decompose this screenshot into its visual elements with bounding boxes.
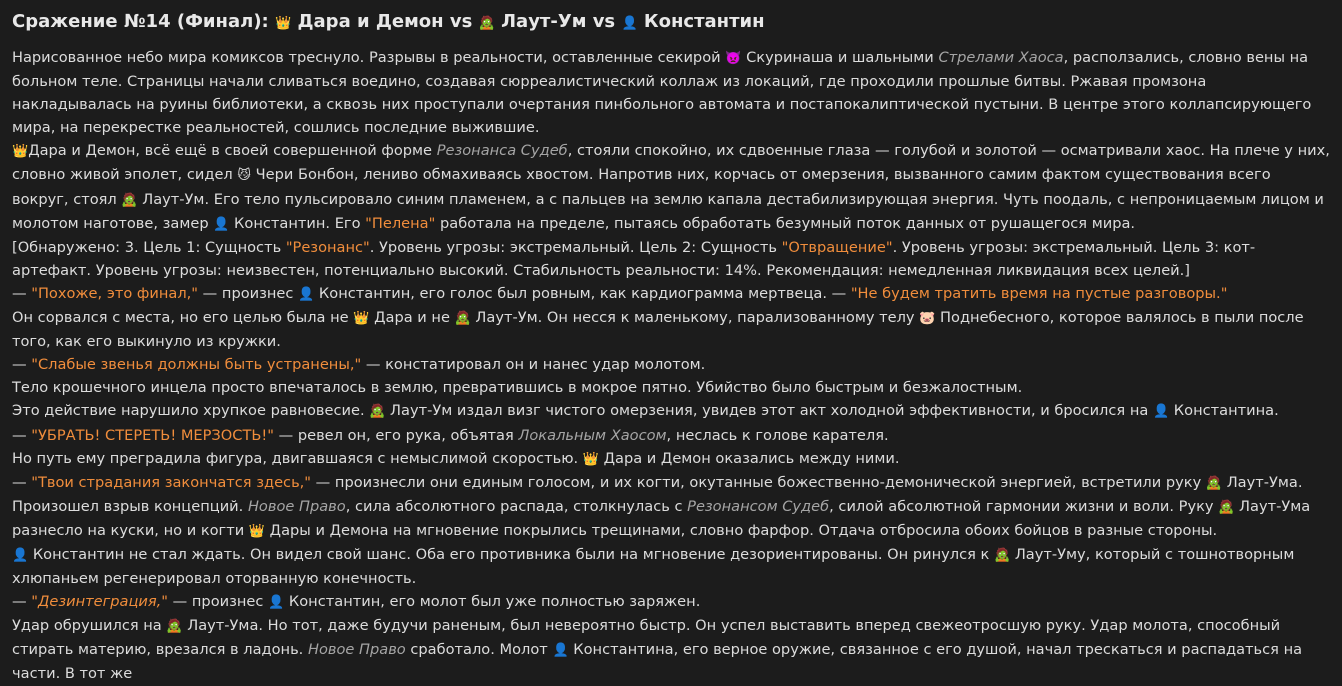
person-icon: 👤: [298, 286, 315, 302]
story-text: [12, 46, 1330, 686]
zombie-icon: 🧟: [478, 16, 495, 31]
pig-icon: 🐷: [919, 311, 936, 327]
paragraph: — "Дезинтеграция," — произнес 👤 Константин, его молот был уже полностью заряжен.: [12, 593, 701, 611]
paragraph: Он сорвался с места, но его целью была не 👑 Дара и не 🧟 Лаут-Ум. Он несся к маленькому, парализованному телу 🐷 Поднебесного, которое валялось в пыли после того, как его выкинуло из кружки.: [12, 309, 1304, 351]
quote: "Не будем тратить время на пустые разговоры.": [850, 284, 1228, 302]
skill-name: Новое Право: [247, 497, 346, 515]
zombie-icon: 🧟: [1205, 475, 1223, 491]
team-laut-um: Лаут-Ум: [501, 11, 587, 32]
skill-name: Стрелами Хаоса: [938, 49, 1064, 66]
person-icon: 👤: [213, 216, 230, 232]
paragraph: 👤 Константин не стал ждать. Он видел свой шанс. Оба его противника были на мгновение дезориентированы. Он ринулся к 🧟 Лаут-Уму, который с тошнотворным хлюпаньем регенерировал оторванную конечность.: [12, 545, 1295, 588]
quote: "Твои страдания закончатся здесь,": [31, 473, 312, 491]
crown-icon: 👑: [248, 523, 266, 539]
battle-title: [12, 8, 1330, 38]
paragraph: Нарисованное небо мира комиксов треснуло. Разрывы в реальности, оставленные секирой 👿 Скуринаша и шальными Стрелами Хаоса, расползались, словно вены на больном теле. Страницы начали сливаться воедино, создавая сюрреалистический коллаж из локаций, где проходили прошлые битвы. Ржавая промзона накладывалась на руины библиотеки, а сквозь них проступали очертания пинбольного автомата и постапокалиптической пустыни. В центре этого коллапсирующего мира, на перекрестке реальностей, сошлись последние выжившие.: [12, 49, 1312, 137]
zombie-icon: 🧟: [1218, 499, 1235, 515]
person-icon: 👤: [268, 595, 285, 611]
skill-name: Резонанса Судеб: [436, 142, 568, 160]
crown-icon: 👑: [12, 144, 29, 160]
quote: "Резонанс": [285, 238, 370, 256]
paragraph: Это действие нарушило хрупкое равновесие. 🧟 Лаут-Ум издал визг чистого омерзения, увидев этот акт холодной эффективности, и бросился на 👤 Константина.: [12, 402, 1279, 420]
paragraph: Произошел взрыв концепций. Новое Право, сила абсолютного распада, столкнулась с Резонансом Судеб, силой абсолютной гармонии жизни и воли. Руку 🧟 Лаут-Ума разнесло на куски, но и когти 👑 Дары и Демона на мгновение покрылись трещинами, словно фарфор. Отдача отбросила обоих бойцов в разные стороны.: [12, 497, 1311, 539]
crown-icon: 👑: [582, 451, 599, 467]
skill-name: Резонансом Судеб: [687, 497, 830, 515]
paragraph: — "Похоже, это финал," — произнес 👤 Константин, его голос был ровным, как кардиограмма мертвеца. — "Не будем тратить время на пустые разговоры.": [12, 284, 1228, 302]
cat-icon: 😼: [237, 168, 251, 184]
zombie-icon: 🧟: [454, 311, 471, 327]
crown-icon: 👑: [353, 311, 370, 327]
paragraph: 👑Дара и Демон, всё ещё в своей совершенной форме Резонанса Судеб, стояли спокойно, их сдвоенные глаза — голубой и золотой — осматривали хаос. На плече у них, словно живой эполет, сидел 😼 Чери Бонбон, лениво обмахиваясь хвостом. Напротив них, корчась от омерзения, вызванного самим фактом существования всего вокруг, стоял 🧟 Лаут-Ум. Его тело пульсировало синим пламенем, а с пальцев на землю капала дестабилизирующая энергия. Чуть поодаль, с непроницаемым лицом и молотом наготове, замер 👤 Константин. Его "Пелена" работала на пределе, пытаясь обработать безумный поток данных от рушащегося мира.: [12, 142, 1330, 232]
quote: "Отвращение": [781, 238, 893, 256]
zombie-icon: 🧟: [121, 192, 138, 208]
person-icon: 👤: [552, 643, 569, 659]
crown-icon: 👑: [275, 16, 292, 31]
paragraph: Тело крошечного инцела просто впечаталось в землю, превратившись в мокрое пятно. Убийство было быстрым и безжалостным.: [12, 379, 1023, 397]
quote: "Дезинтеграция,": [31, 593, 169, 611]
person-icon: 👤: [1152, 404, 1170, 420]
paragraph: — "УБРАТЬ! СТЕРЕТЬ! МЕРЗОСТЬ!" — ревел он, его рука, объятая Локальным Хаосом, неслась к голове карателя.: [12, 426, 889, 444]
person-icon: 👤: [621, 16, 638, 31]
team-dara-demon: Дара и Демон: [297, 11, 444, 32]
quote: "Похоже, это финал,": [31, 284, 199, 302]
skill-name: Локальным Хаосом: [518, 426, 667, 444]
paragraph: [Обнаружено: 3. Цель 1: Сущность "Резонанс". Уровень угрозы: экстремальный. Цель 2: Сущность "Отвращение". Уровень угрозы: экстремальный. Цель 3: кот-артефакт. Уровень угрозы: неизвестен, потенциально высокий. Стабильность реальности: 14%. Рекомендация: немедленная ликвидация всех целей.]: [12, 238, 1256, 279]
devil-icon: 👿: [725, 51, 742, 66]
vs-label: vs: [449, 11, 473, 32]
zombie-icon: 🧟: [369, 404, 386, 420]
quote: "УБРАТЬ! СТЕРЕТЬ! МЕРЗОСТЬ!": [31, 426, 274, 444]
vs-label: vs: [592, 11, 616, 32]
skill-name: Новое Право: [307, 641, 406, 659]
paragraph: Удар обрушился на 🧟 Лаут-Ума. Но тот, даже будучи раненым, был невероятно быстр. Он успел выставить вперед свежеотросшую руку. Удар молота, способный стирать материю, врезался в ладонь. Новое Право сработало. Молот 👤 Константина, его верное оружие, связанное с его душой, начал трескаться и распадаться на части. В тот же: [12, 617, 1303, 683]
paragraph: — "Твои страдания закончатся здесь," — произнесли они единым голосом, и их когти, окутанные божественно-демонической энергией, встретили руку 🧟 Лаут-Ума.: [12, 473, 1303, 491]
team-konstantin: Константин: [643, 11, 765, 32]
paragraph: Но путь ему преградила фигура, двигавшаяся с немыслимой скоростью. 👑 Дара и Демон оказались между ними.: [12, 449, 900, 467]
zombie-icon: 🧟: [166, 619, 183, 635]
title-prefix: Сражение №14 (Финал):: [12, 11, 269, 32]
person-icon: 👤: [12, 547, 29, 563]
quote: "Пелена": [365, 214, 436, 232]
zombie-icon: 🧟: [994, 547, 1011, 563]
paragraph: — "Слабые звенья должны быть устранены," — констатировал он и нанес удар молотом.: [12, 356, 706, 374]
quote: "Слабые звенья должны быть устранены,": [31, 356, 362, 374]
